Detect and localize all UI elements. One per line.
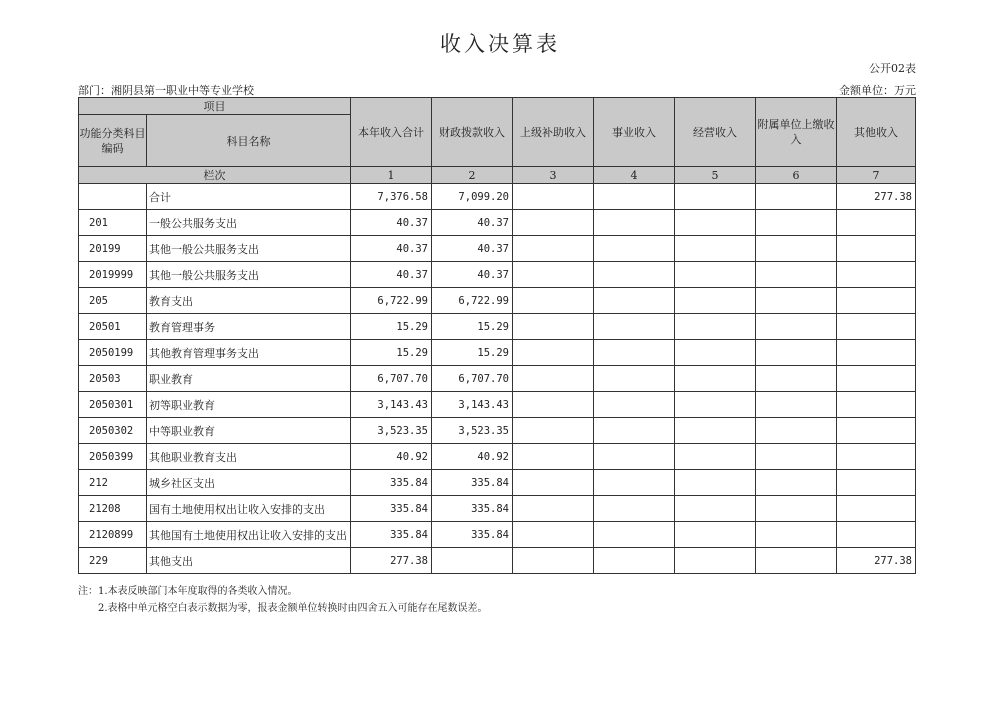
amount-cell-col-2: 335.84: [432, 522, 513, 548]
amount-cell-col-7: [837, 314, 916, 340]
amount-cell-col-6: [756, 418, 837, 444]
amount-cell-col-5: [675, 392, 756, 418]
amount-cell-col-3: [513, 184, 594, 210]
amount-cell-col-6: [756, 496, 837, 522]
amount-cell-col-6: [756, 288, 837, 314]
report-title: 收入决算表: [440, 32, 560, 56]
func-code-cell: 20501: [79, 314, 147, 340]
col-number-7: 7: [837, 167, 916, 184]
func-code-cell: 20503: [79, 366, 147, 392]
col-number-3: 3: [513, 167, 594, 184]
amount-cell-col-5: [675, 522, 756, 548]
func-code-cell: 2120899: [79, 522, 147, 548]
amount-cell-col-7: [837, 262, 916, 288]
func-code-cell: 2019999: [79, 262, 147, 288]
subject-name-cell: 教育支出: [147, 288, 351, 314]
func-code-cell: 201: [79, 210, 147, 236]
income-final-accounts-table: [78, 97, 916, 574]
amount-cell-col-6: [756, 314, 837, 340]
subject-name-cell: 其他国有土地使用权出让收入安排的支出: [147, 522, 351, 548]
amount-cell-col-4: [594, 470, 675, 496]
amount-cell-col-3: [513, 366, 594, 392]
func-code-cell: [79, 184, 147, 210]
func-code-cell: 2050302: [79, 418, 147, 444]
subject-name-cell: 教育管理事务: [147, 314, 351, 340]
amount-cell-col-5: [675, 340, 756, 366]
amount-cell-col-3: [513, 470, 594, 496]
func-code-cell: 229: [79, 548, 147, 574]
amount-cell-col-4: [594, 184, 675, 210]
col-index-header: 栏次: [79, 167, 351, 184]
footnotes: [78, 583, 488, 617]
table-row: [79, 210, 916, 236]
subject-name-cell: 其他教育管理事务支出: [147, 340, 351, 366]
table-row: [79, 496, 916, 522]
subject-name-cell: 一般公共服务支出: [147, 210, 351, 236]
amount-cell-col-5: [675, 548, 756, 574]
amount-cell-col-2: 3,143.43: [432, 392, 513, 418]
table-row: [79, 418, 916, 444]
func-code-cell: 20199: [79, 236, 147, 262]
amount-cell-col-4: [594, 496, 675, 522]
amount-cell-col-5: [675, 210, 756, 236]
amount-cell-col-2: 15.29: [432, 340, 513, 366]
subject-name-header: 科目名称: [147, 115, 351, 167]
amount-cell-col-4: [594, 314, 675, 340]
table-row: [79, 314, 916, 340]
amount-cell-col-1: 15.29: [351, 314, 432, 340]
amount-cell-col-3: [513, 444, 594, 470]
col-number-6: 6: [756, 167, 837, 184]
subject-name-cell: 中等职业教育: [147, 418, 351, 444]
amount-cell-col-1: 40.37: [351, 210, 432, 236]
amount-cell-col-7: 277.38: [837, 184, 916, 210]
amount-cell-col-4: [594, 392, 675, 418]
amount-cell-col-1: 40.92: [351, 444, 432, 470]
amount-cell-col-2: 15.29: [432, 314, 513, 340]
amount-cell-col-3: [513, 262, 594, 288]
func-code-cell: 2050199: [79, 340, 147, 366]
amount-cell-col-6: [756, 236, 837, 262]
amount-cell-col-3: [513, 418, 594, 444]
table-body: [79, 184, 916, 574]
amount-cell-col-7: [837, 392, 916, 418]
col-number-5: 5: [675, 167, 756, 184]
amount-cell-col-2: 6,707.70: [432, 366, 513, 392]
amount-cell-col-5: [675, 184, 756, 210]
amount-cell-col-1: 335.84: [351, 522, 432, 548]
amount-cell-col-3: [513, 236, 594, 262]
amount-cell-col-6: [756, 366, 837, 392]
amount-cell-col-4: [594, 418, 675, 444]
amount-cell-col-3: [513, 288, 594, 314]
amount-cell-col-5: [675, 470, 756, 496]
col-number-4: 4: [594, 167, 675, 184]
amount-cell-col-2: [432, 548, 513, 574]
amount-cell-col-2: 40.37: [432, 262, 513, 288]
amount-cell-col-2: 7,099.20: [432, 184, 513, 210]
amount-cell-col-7: [837, 418, 916, 444]
amount-cell-col-6: [756, 392, 837, 418]
amount-cell-col-6: [756, 548, 837, 574]
table-row: [79, 262, 916, 288]
col-header-6: 附属单位上缴收入: [756, 98, 837, 167]
subject-name-cell: 其他支出: [147, 548, 351, 574]
amount-cell-col-5: [675, 366, 756, 392]
table-row: [79, 366, 916, 392]
amount-cell-col-4: [594, 522, 675, 548]
subject-name-cell: 合计: [147, 184, 351, 210]
func-code-cell: 212: [79, 470, 147, 496]
amount-cell-col-1: 3,523.35: [351, 418, 432, 444]
func-code-header: 功能分类科目编码: [79, 115, 147, 167]
amount-cell-col-2: 40.37: [432, 210, 513, 236]
amount-cell-col-7: [837, 470, 916, 496]
table-row: [79, 392, 916, 418]
table-row: [79, 522, 916, 548]
amount-cell-col-3: [513, 314, 594, 340]
item-header: 项目: [79, 98, 351, 115]
amount-cell-col-3: [513, 496, 594, 522]
amount-cell-col-1: 40.37: [351, 236, 432, 262]
form-number: 公开02表: [869, 62, 916, 75]
amount-cell-col-7: 277.38: [837, 548, 916, 574]
amount-cell-col-3: [513, 392, 594, 418]
amount-cell-col-1: 277.38: [351, 548, 432, 574]
amount-cell-col-1: 40.37: [351, 262, 432, 288]
amount-cell-col-1: 6,722.99: [351, 288, 432, 314]
table-row: [79, 340, 916, 366]
table-row: [79, 444, 916, 470]
amount-cell-col-7: [837, 496, 916, 522]
amount-cell-col-4: [594, 366, 675, 392]
amount-cell-col-3: [513, 522, 594, 548]
amount-cell-col-2: 40.92: [432, 444, 513, 470]
amount-cell-col-4: [594, 444, 675, 470]
table-row: [79, 470, 916, 496]
amount-cell-col-7: [837, 444, 916, 470]
amount-cell-col-2: 40.37: [432, 236, 513, 262]
amount-cell-col-2: 335.84: [432, 496, 513, 522]
footnote-2: 2.表格中单元格空白表示数据为零，报表金额单位转换时由四舍五入可能存在尾数误差。: [98, 603, 488, 614]
amount-cell-col-4: [594, 548, 675, 574]
subject-name-cell: 职业教育: [147, 366, 351, 392]
amount-cell-col-1: 15.29: [351, 340, 432, 366]
amount-cell-col-6: [756, 470, 837, 496]
col-header-1: 本年收入合计: [351, 98, 432, 167]
func-code-cell: 205: [79, 288, 147, 314]
col-number-1: 1: [351, 167, 432, 184]
amount-cell-col-5: [675, 444, 756, 470]
subject-name-cell: 其他一般公共服务支出: [147, 236, 351, 262]
table-row: [79, 184, 916, 210]
amount-cell-col-1: 7,376.58: [351, 184, 432, 210]
footnote-1: 注：1.本表反映部门本年度取得的各类收入情况。: [78, 586, 298, 597]
amount-cell-col-7: [837, 210, 916, 236]
amount-unit-label: 金额单位：万元: [839, 84, 916, 97]
col-header-7: 其他收入: [837, 98, 916, 167]
amount-cell-col-3: [513, 340, 594, 366]
table-row: [79, 548, 916, 574]
amount-cell-col-7: [837, 236, 916, 262]
subject-name-cell: 城乡社区支出: [147, 470, 351, 496]
amount-cell-col-6: [756, 262, 837, 288]
amount-cell-col-6: [756, 210, 837, 236]
func-code-cell: 2050301: [79, 392, 147, 418]
department-label: 部门：湘阴县第一职业中等专业学校: [78, 84, 254, 97]
subject-name-cell: 其他一般公共服务支出: [147, 262, 351, 288]
amount-cell-col-4: [594, 236, 675, 262]
amount-cell-col-2: 6,722.99: [432, 288, 513, 314]
amount-cell-col-5: [675, 418, 756, 444]
amount-cell-col-5: [675, 314, 756, 340]
amount-cell-col-7: [837, 288, 916, 314]
amount-cell-col-5: [675, 288, 756, 314]
amount-cell-col-1: 3,143.43: [351, 392, 432, 418]
amount-cell-col-7: [837, 522, 916, 548]
amount-cell-col-7: [837, 340, 916, 366]
col-number-2: 2: [432, 167, 513, 184]
subject-name-cell: 其他职业教育支出: [147, 444, 351, 470]
col-header-4: 事业收入: [594, 98, 675, 167]
amount-cell-col-6: [756, 184, 837, 210]
amount-cell-col-2: 3,523.35: [432, 418, 513, 444]
amount-cell-col-4: [594, 210, 675, 236]
amount-cell-col-3: [513, 210, 594, 236]
amount-cell-col-6: [756, 522, 837, 548]
amount-cell-col-1: 6,707.70: [351, 366, 432, 392]
col-header-3: 上级补助收入: [513, 98, 594, 167]
table-row: [79, 236, 916, 262]
func-code-cell: 21208: [79, 496, 147, 522]
amount-cell-col-1: 335.84: [351, 470, 432, 496]
amount-cell-col-5: [675, 262, 756, 288]
amount-cell-col-7: [837, 366, 916, 392]
amount-cell-col-6: [756, 340, 837, 366]
col-header-2: 财政拨款收入: [432, 98, 513, 167]
amount-cell-col-4: [594, 340, 675, 366]
amount-cell-col-4: [594, 288, 675, 314]
amount-cell-col-5: [675, 496, 756, 522]
col-header-5: 经营收入: [675, 98, 756, 167]
subject-name-cell: 初等职业教育: [147, 392, 351, 418]
func-code-cell: 2050399: [79, 444, 147, 470]
subject-name-cell: 国有土地使用权出让收入安排的支出: [147, 496, 351, 522]
amount-cell-col-3: [513, 548, 594, 574]
amount-cell-col-5: [675, 236, 756, 262]
table-row: [79, 288, 916, 314]
amount-cell-col-2: 335.84: [432, 470, 513, 496]
amount-cell-col-4: [594, 262, 675, 288]
amount-cell-col-6: [756, 444, 837, 470]
amount-cell-col-1: 335.84: [351, 496, 432, 522]
